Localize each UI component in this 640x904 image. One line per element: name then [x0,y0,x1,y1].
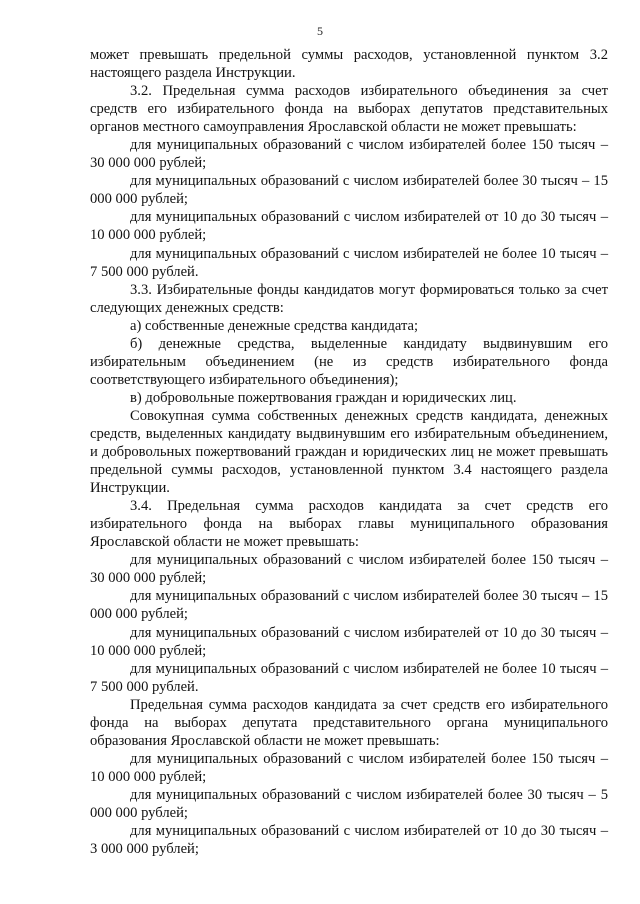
paragraph-limit-30k: для муниципальных образований с числом избирателей более 30 тысяч – 5 000 000 рублей; [90,786,608,821]
paragraph-item-b: б) денежные средства, выделенные кандидату выдвинувшим его избирательным объединением (не из средств избирательного фонда соответствующего избирательного объединения); [90,335,608,388]
paragraph-limit-10-30k: для муниципальных образований с числом избирателей от 10 до 30 тысяч – 3 000 000 рублей; [90,823,608,858]
paragraph-3-2: 3.2. Предельная сумма расходов избирательного объединения за счет средств его избирательного фонда на выборах депутатов представительных органов местного самоуправления Ярославской области не может превышать: [90,83,608,136]
paragraph-item-v: в) добровольные пожертвования граждан и юридических лиц. [130,389,517,406]
paragraph-limit-10k: для муниципальных образований с числом избирателей не более 10 тысяч – 7 500 000 рублей. [90,660,608,695]
paragraph-deputy-limit: Предельная сумма расходов кандидата за счет средств его избирательного фонда на выборах депутата представительного органа муниципального образования Ярославской области не может превышать: [90,696,608,749]
paragraph-limit-150k: для муниципальных образований с числом избирателей более 150 тысяч – 30 000 000 рублей; [90,137,608,172]
paragraph-limit-10-30k: для муниципальных образований с числом избирателей от 10 до 30 тысяч – 10 000 000 рублей; [90,209,608,244]
paragraph-limit-30k: для муниципальных образований с числом избирателей более 30 тысяч – 15 000 000 рублей; [90,173,608,208]
paragraph-limit-10k: для муниципальных образований с числом избирателей не более 10 тысяч – 7 500 000 рублей. [90,245,608,280]
paragraph-limit-30k: для муниципальных образований с числом избирателей более 30 тысяч – 15 000 000 рублей; [90,588,608,623]
paragraph-limit-150k: для муниципальных образований с числом избирателей более 150 тысяч – 10 000 000 рублей; [90,750,608,785]
paragraph-limit-150k: для муниципальных образований с числом избирателей более 150 тысяч – 30 000 000 рублей; [90,552,608,587]
paragraph-limit-10-30k: для муниципальных образований с числом избирателей от 10 до 30 тысяч – 10 000 000 рублей; [90,624,608,659]
document-body [90,46,608,858]
page-number: 5 [317,24,323,38]
paragraph-continuation: может превышать предельной суммы расходов, установленной пунктом 3.2 настоящего раздела Инструкции. [90,47,608,82]
paragraph-3-3: 3.3. Избирательные фонды кандидатов могут формироваться только за счет следующих денежных средств: [90,281,608,316]
paragraph-item-a: а) собственные денежные средства кандидата; [130,317,419,334]
paragraph-total-sum: Совокупная сумма собственных денежных средств кандидата, денежных средств, выделенных кандидату выдвинувшим его избирательным объединением, и добровольных пожертвований граждан и юридических лиц не может превышать предельной суммы расходов, установленной пунктом 3.4 настоящего раздела Инструкции. [90,407,608,497]
paragraph-3-4: 3.4. Предельная сумма расходов кандидата за счет средств его избирательного фонда на выборах главы муниципального образования Ярославской области не может превышать: [90,498,608,551]
